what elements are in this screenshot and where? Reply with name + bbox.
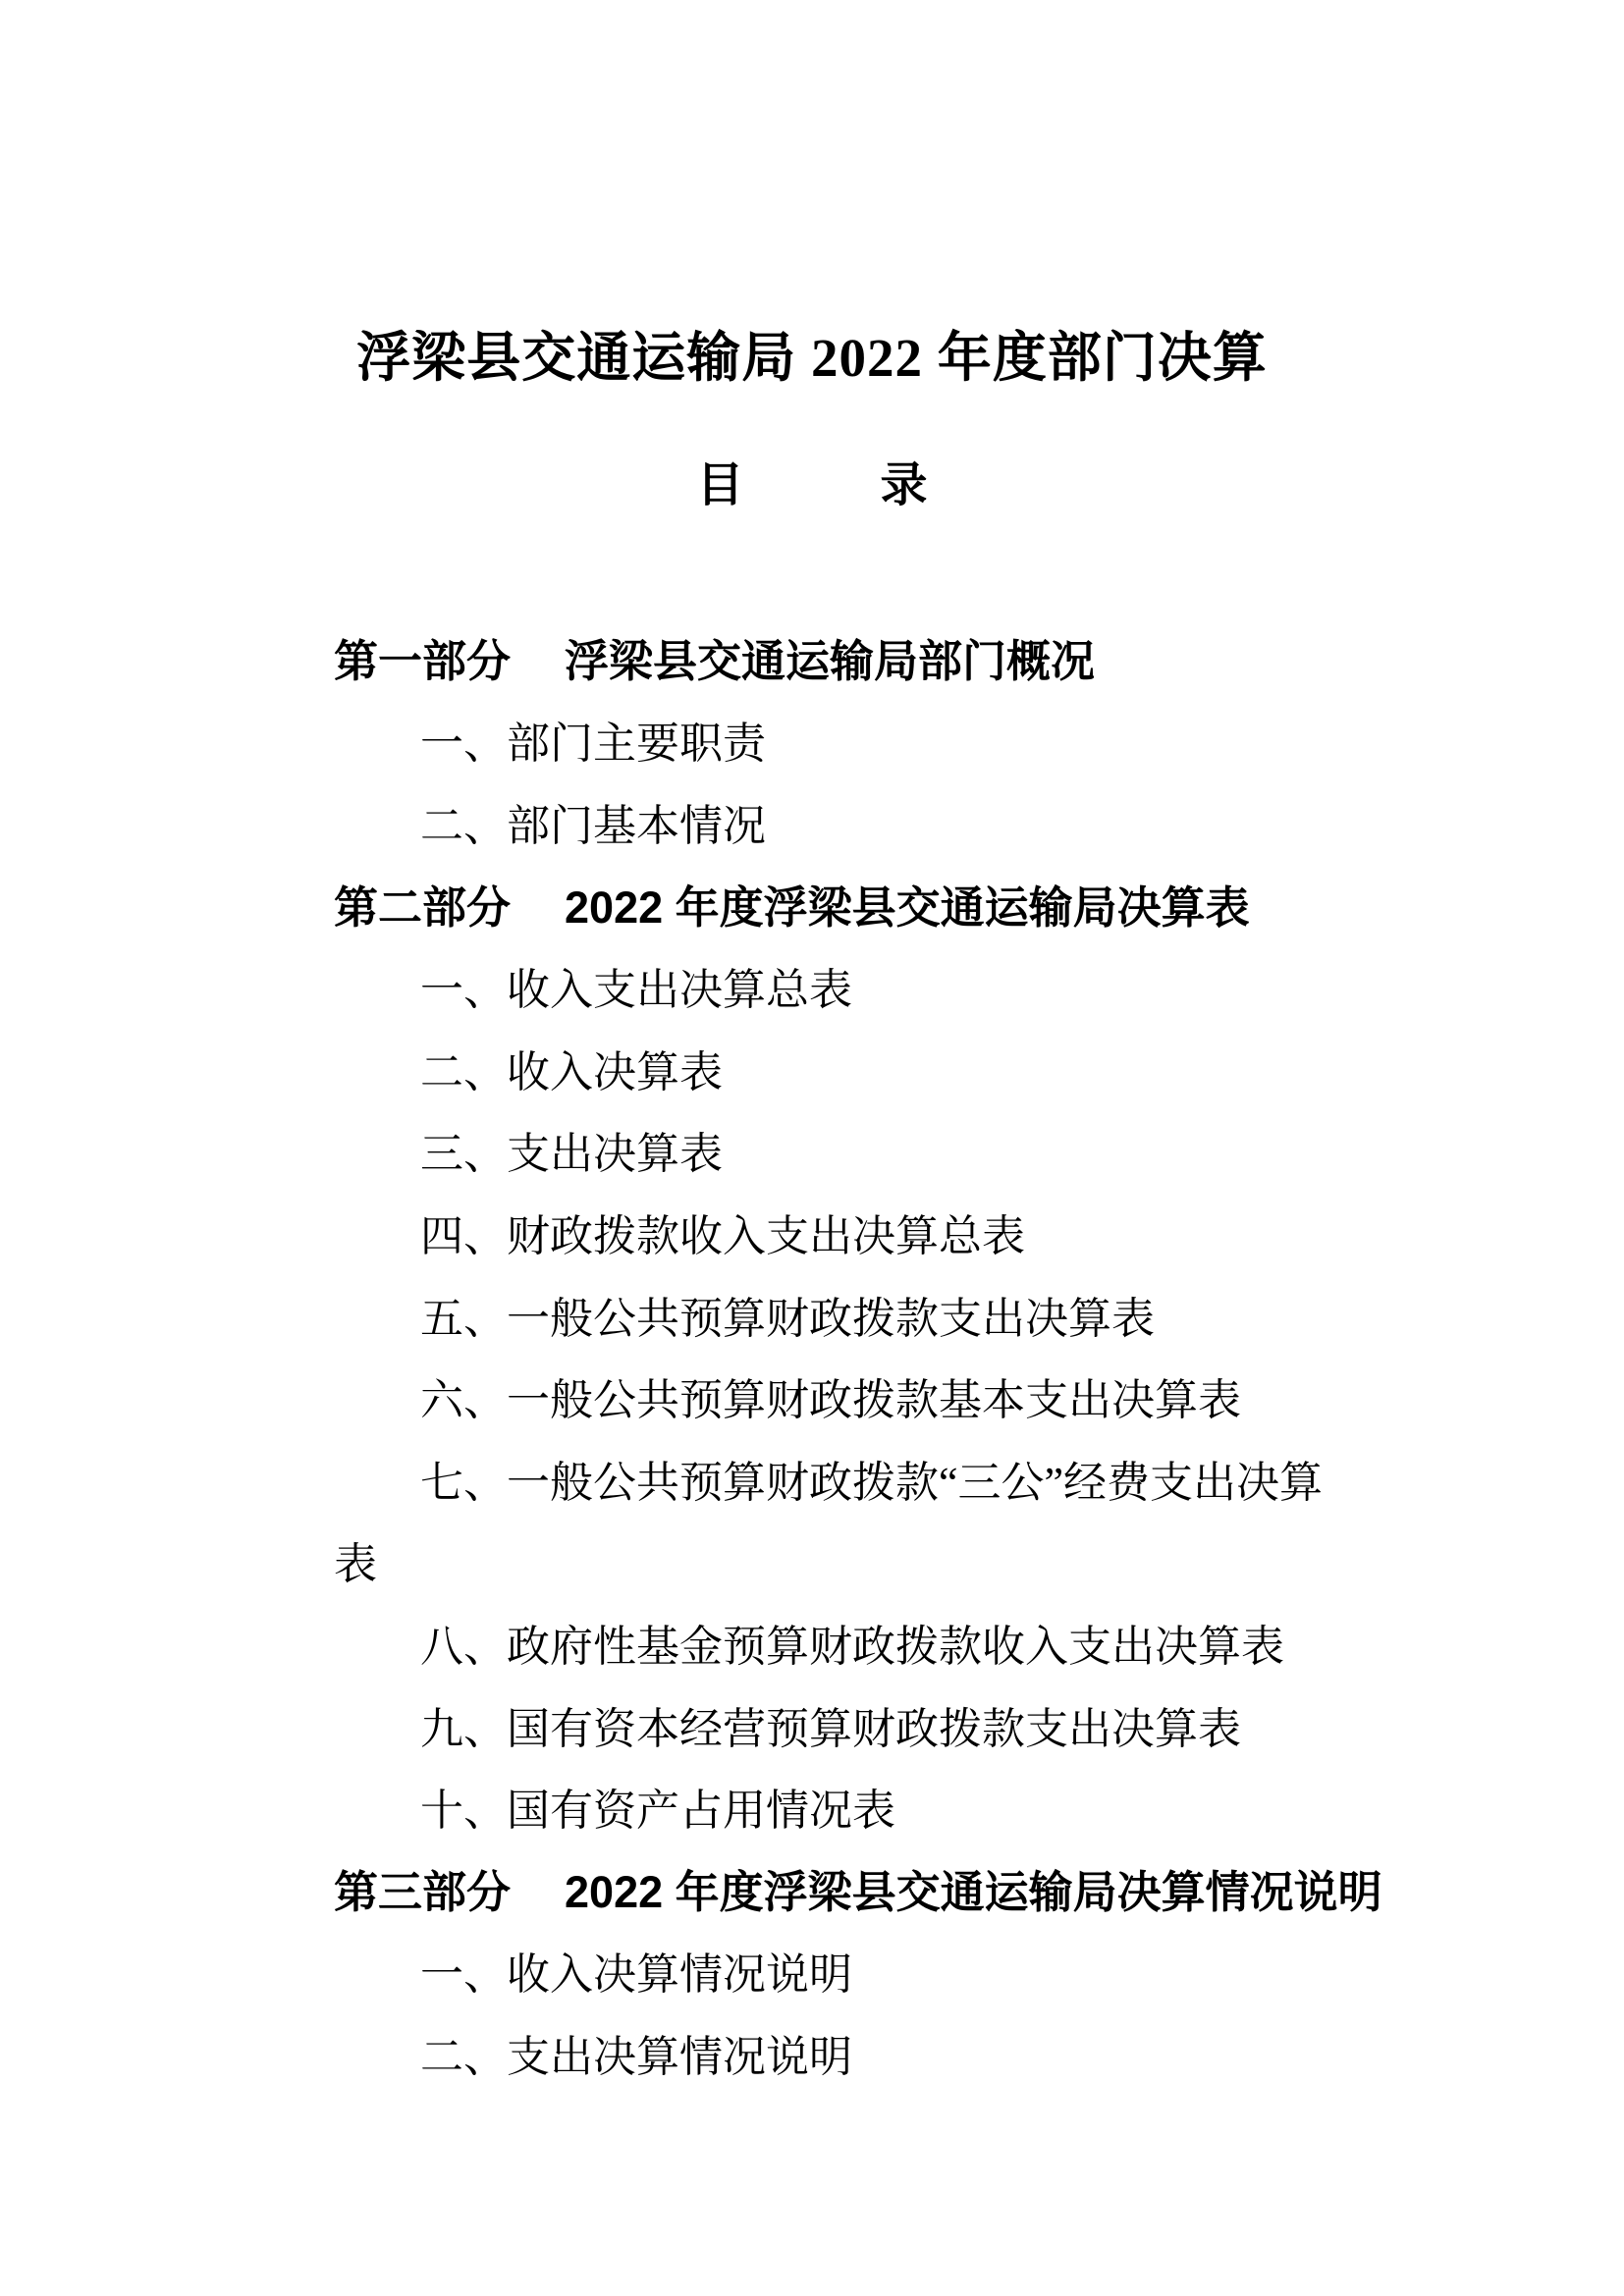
- toc-heading-left-char: 目: [696, 459, 744, 511]
- toc-item: 六、一般公共预算财政拨款基本支出决算表: [420, 1376, 1241, 1425]
- toc-section-label: 第一部分: [334, 636, 512, 687]
- toc-item: 一、收入支出决算总表: [420, 966, 852, 1015]
- toc-item: 十、国有资产占用情况表: [420, 1787, 895, 1836]
- toc-section-title: 2022 年度浮梁县交通运输局决算表: [565, 882, 1250, 934]
- toc-continuation-line: 表: [334, 1540, 377, 1589]
- toc-section-title: 2022 年度浮梁县交通运输局决算情况说明: [565, 1867, 1382, 1918]
- toc-heading-right-char: 录: [880, 459, 928, 511]
- toc-item: 四、财政拨款收入支出决算总表: [420, 1211, 1025, 1260]
- toc-section-heading: [334, 863, 1434, 945]
- toc-item: 三、支出决算表: [420, 1130, 723, 1179]
- toc-section-title: 浮梁县交通运输局部门概况: [565, 636, 1096, 687]
- toc-section-label: 第二部分: [334, 882, 512, 934]
- toc-item: 一、部门主要职责: [420, 720, 766, 769]
- toc-item: 一、收入决算情况说明: [420, 1950, 852, 2000]
- toc-section-heading: [334, 1847, 1434, 1930]
- toc-item: 八、政府性基金预算财政拨款收入支出决算表: [420, 1622, 1284, 1671]
- document-title: 浮梁县交通运输局 2022 年度部门决算: [356, 327, 1268, 388]
- toc-lines: [334, 616, 1434, 2094]
- toc-item: 二、收入决算表: [420, 1047, 723, 1096]
- toc-section-label: 第三部分: [334, 1867, 512, 1918]
- toc-item: 二、部门基本情况: [420, 801, 766, 850]
- toc-heading: [0, 457, 1624, 514]
- toc-item: 五、一般公共预算财政拨款支出决算表: [420, 1294, 1155, 1343]
- toc-item: 七、一般公共预算财政拨款“三公”经费支出决算: [420, 1458, 1324, 1507]
- toc-section-heading: [334, 616, 1434, 699]
- toc-item: 二、支出决算情况说明: [420, 2032, 852, 2081]
- toc-item: 九、国有资本经营预算财政拨款支出决算表: [420, 1704, 1241, 1753]
